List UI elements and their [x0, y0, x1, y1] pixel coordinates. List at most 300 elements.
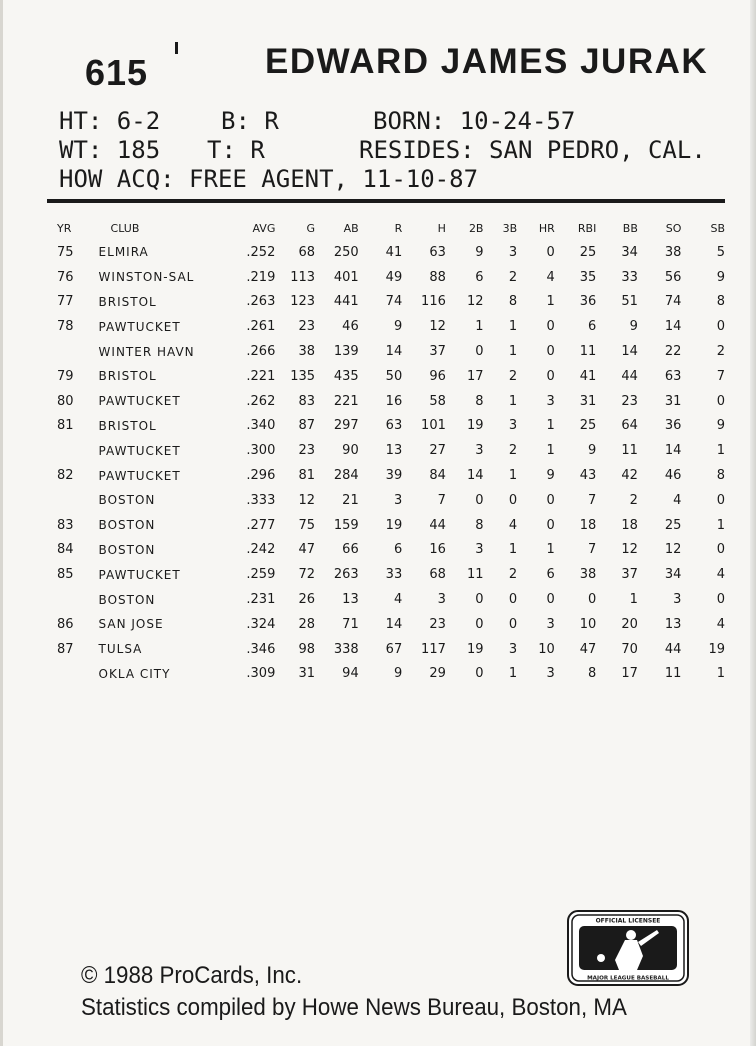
cell-hr: 3 [546, 666, 555, 682]
cell-3b: 1 [508, 344, 518, 360]
cell-3b: 3 [508, 418, 518, 434]
cell-ab: 297 [333, 418, 359, 434]
table-row [47, 364, 727, 389]
cell-hr: 0 [546, 517, 555, 533]
cell-2b: 3 [475, 443, 484, 459]
cell-g: 28 [298, 616, 316, 632]
cell-so: 12 [664, 542, 682, 558]
cell-yr: 83 [57, 517, 74, 533]
cell-3b: 3 [508, 244, 518, 260]
cell-bb: 20 [621, 616, 638, 632]
cell-hr: 0 [546, 319, 555, 335]
cell-ab: 21 [342, 492, 359, 508]
cell-r: 74 [385, 294, 403, 310]
cell-avg: .333 [246, 492, 276, 508]
cell-hr: 3 [546, 393, 555, 409]
cell-sb: 9 [716, 418, 725, 434]
cell-r: 6 [393, 542, 403, 558]
cell-rbi: 18 [579, 517, 597, 533]
cell-ab: 139 [333, 344, 359, 360]
cell-3b: 2 [508, 443, 518, 459]
cell-yr: 80 [57, 393, 74, 409]
cell-club: ELMIRA [98, 245, 149, 260]
cell-r: 9 [393, 666, 403, 682]
cell-bb: 37 [621, 567, 638, 583]
table-row [47, 339, 727, 364]
cell-bb: 17 [621, 666, 638, 682]
cell-yr: 76 [57, 269, 74, 285]
cell-so: 13 [664, 616, 682, 632]
cell-yr: 78 [57, 319, 74, 335]
cell-ab: 71 [342, 616, 359, 632]
table-row [47, 414, 727, 439]
cell-sb: 0 [716, 319, 725, 335]
cell-r: 14 [385, 616, 403, 632]
cell-bb: 44 [621, 368, 638, 384]
column-header-2b: 2B [468, 221, 484, 235]
cell-g: 98 [298, 641, 316, 657]
cell-club: BRISTOL [98, 418, 157, 433]
cell-avg: .263 [246, 294, 276, 310]
cell-club: PAWTUCKET [98, 394, 181, 409]
cell-h: 37 [429, 344, 446, 360]
table-row [47, 463, 727, 488]
cell-r: 41 [385, 244, 403, 260]
column-header-ab: AB [343, 221, 359, 235]
cell-hr: 3 [546, 616, 555, 632]
cell-rbi: 8 [588, 666, 597, 682]
cell-hr: 6 [546, 567, 555, 583]
cell-h: 29 [429, 666, 446, 682]
cell-club: PAWTUCKET [98, 443, 181, 458]
cell-g: 23 [298, 443, 316, 459]
cell-hr: 0 [546, 344, 555, 360]
cell-hr: 1 [546, 418, 555, 434]
column-header-bb: BB [622, 221, 638, 235]
cell-so: 31 [664, 393, 682, 409]
cell-2b: 0 [475, 344, 484, 360]
cell-bb: 11 [621, 443, 638, 459]
cell-rbi: 43 [579, 468, 597, 484]
cell-2b: 0 [475, 492, 484, 508]
cell-g: 75 [298, 517, 316, 533]
cell-ab: 94 [342, 666, 359, 682]
cell-r: 63 [385, 418, 403, 434]
cell-h: 12 [429, 319, 446, 335]
cell-ab: 284 [333, 468, 359, 484]
cell-so: 36 [664, 418, 682, 434]
cell-hr: 9 [546, 468, 555, 484]
cell-so: 14 [664, 319, 682, 335]
cell-club: PAWTUCKET [98, 567, 181, 582]
cell-so: 22 [664, 344, 682, 360]
cell-so: 11 [664, 666, 682, 682]
cell-yr: 77 [57, 294, 74, 310]
cell-sb: 0 [716, 592, 725, 608]
cell-2b: 6 [475, 269, 484, 285]
cell-yr: 75 [57, 244, 74, 260]
cell-3b: 3 [508, 641, 518, 657]
cell-yr [47, 339, 99, 364]
cell-club: OKLA CITY [98, 666, 171, 681]
cell-club: BOSTON [98, 542, 156, 557]
cell-hr: 0 [546, 492, 555, 508]
cell-avg: .266 [246, 344, 276, 360]
cell-g: 87 [298, 418, 316, 434]
column-header-hr: HR [538, 221, 555, 235]
cell-sb: 1 [716, 443, 725, 459]
footer [81, 960, 668, 1024]
bio-bats: B: R [221, 107, 279, 135]
cell-club: WINTER HAVN [98, 344, 195, 359]
cell-avg: .300 [246, 443, 276, 459]
cell-g: 23 [298, 319, 316, 335]
divider-rule [47, 199, 725, 203]
cell-g: 72 [298, 567, 316, 583]
cell-rbi: 6 [588, 319, 597, 335]
column-header-3b: 3B [502, 221, 518, 235]
cell-rbi: 35 [579, 269, 597, 285]
cell-rbi: 7 [588, 492, 597, 508]
cell-avg: .261 [246, 319, 276, 335]
cell-3b: 0 [508, 592, 518, 608]
cell-club: PAWTUCKET [98, 319, 181, 334]
copyright-text: © 1988 ProCards, Inc. [81, 962, 303, 989]
cell-avg: .252 [246, 244, 276, 260]
stats-credit-text: Statistics compiled by Howe News Bureau, Boston, MA [81, 994, 627, 1021]
bio-throws: T: R [207, 136, 265, 164]
cell-yr: 82 [57, 468, 74, 484]
cell-avg: .324 [246, 616, 276, 632]
cell-ab: 66 [342, 542, 359, 558]
cell-hr: 4 [546, 269, 555, 285]
cell-2b: 1 [475, 319, 484, 335]
cell-2b: 8 [475, 517, 484, 533]
cell-rbi: 25 [579, 244, 597, 260]
cell-2b: 19 [466, 641, 484, 657]
cell-yr: 87 [57, 641, 74, 657]
cell-g: 81 [298, 468, 316, 484]
cell-3b: 1 [508, 319, 518, 335]
cell-sb: 1 [716, 517, 725, 533]
cell-3b: 1 [508, 666, 518, 682]
table-row [47, 513, 727, 538]
cell-h: 44 [429, 517, 446, 533]
cell-ab: 221 [333, 393, 359, 409]
cell-3b: 0 [508, 616, 518, 632]
cell-yr: 81 [57, 418, 74, 434]
cell-so: 44 [664, 641, 682, 657]
cell-3b: 2 [508, 567, 518, 583]
cell-avg: .219 [246, 269, 276, 285]
cell-2b: 0 [475, 592, 484, 608]
table-row [47, 240, 727, 265]
cell-g: 38 [298, 344, 316, 360]
cell-yr: 85 [57, 567, 74, 583]
table-row [47, 662, 727, 687]
cell-hr: 0 [546, 244, 555, 260]
cell-ab: 401 [333, 269, 359, 285]
table-row [47, 314, 727, 339]
player-bio [59, 107, 739, 194]
cell-2b: 19 [466, 418, 484, 434]
cell-bb: 18 [621, 517, 638, 533]
column-header-r: R [394, 221, 403, 235]
cell-3b: 2 [508, 368, 518, 384]
cell-yr: 86 [57, 616, 74, 632]
cell-avg: .309 [246, 666, 276, 682]
cell-ab: 338 [333, 641, 359, 657]
cell-sb: 7 [716, 368, 725, 384]
cell-sb: 1 [716, 666, 725, 682]
cell-ab: 435 [333, 368, 359, 384]
player-name: EDWARD JAMES JURAK [265, 42, 709, 81]
cell-bb: 12 [621, 542, 638, 558]
cell-so: 63 [664, 368, 682, 384]
cell-r: 3 [393, 492, 403, 508]
cell-h: 116 [421, 294, 446, 310]
cell-h: 58 [429, 393, 446, 409]
cell-3b: 0 [508, 492, 518, 508]
cell-avg: .296 [246, 468, 276, 484]
cell-bb: 2 [629, 492, 638, 508]
cell-rbi: 41 [579, 368, 597, 384]
cell-club: WINSTON-SAL [98, 270, 195, 285]
stats-table [47, 216, 727, 686]
cell-rbi: 38 [579, 567, 597, 583]
cell-g: 135 [290, 368, 316, 384]
cell-bb: 1 [629, 592, 638, 608]
cell-avg: .221 [246, 368, 276, 384]
table-row [47, 562, 727, 587]
cell-r: 19 [385, 517, 403, 533]
cell-2b: 8 [475, 393, 484, 409]
cell-bb: 70 [621, 641, 638, 657]
column-header-so: SO [665, 221, 682, 235]
cell-club: BRISTOL [98, 369, 157, 384]
cell-hr: 1 [546, 542, 555, 558]
cell-yr [47, 488, 99, 513]
cell-avg: .346 [246, 641, 276, 657]
bio-row-1 [59, 107, 739, 136]
bio-row-2 [59, 136, 739, 165]
table-row [47, 389, 727, 414]
cell-rbi: 7 [588, 542, 597, 558]
cell-sb: 2 [716, 344, 725, 360]
column-header-yr: YR [57, 221, 72, 235]
table-row [47, 587, 727, 612]
cell-h: 16 [429, 542, 446, 558]
column-header-h: H [437, 221, 446, 235]
cell-bb: 9 [629, 319, 638, 335]
cell-bb: 23 [621, 393, 638, 409]
cell-so: 34 [664, 567, 682, 583]
cell-g: 47 [298, 542, 316, 558]
cell-g: 31 [298, 666, 316, 682]
logo-bottom-text: MAJOR LEAGUE BASEBALL [587, 975, 669, 982]
cell-sb: 4 [716, 616, 725, 632]
cell-r: 33 [385, 567, 403, 583]
column-header-sb: SB [710, 221, 725, 235]
cell-bb: 42 [621, 468, 638, 484]
cell-ab: 46 [342, 319, 359, 335]
cell-h: 84 [429, 468, 446, 484]
cell-sb: 5 [716, 244, 725, 260]
table-row [47, 438, 727, 463]
cell-club: SAN JOSE [98, 617, 164, 632]
cell-bb: 34 [621, 244, 638, 260]
cell-sb: 0 [716, 393, 725, 409]
cell-bb: 14 [621, 344, 638, 360]
stats-header-row [47, 216, 727, 240]
logo-top-text: OFFICIAL LICENSEE [595, 917, 661, 925]
cell-r: 39 [385, 468, 403, 484]
cell-r: 14 [385, 344, 403, 360]
cell-2b: 3 [475, 542, 484, 558]
cell-3b: 4 [508, 517, 518, 533]
table-row [47, 488, 727, 513]
cell-sb: 4 [716, 567, 725, 583]
cell-h: 63 [429, 244, 446, 260]
cell-ab: 13 [342, 592, 359, 608]
cell-club: BOSTON [98, 493, 156, 508]
cell-bb: 51 [621, 294, 638, 310]
cell-g: 12 [298, 492, 316, 508]
cell-r: 9 [393, 319, 403, 335]
cell-h: 27 [429, 443, 446, 459]
cell-rbi: 47 [579, 641, 597, 657]
cell-hr: 1 [546, 294, 555, 310]
cell-avg: .259 [246, 567, 276, 583]
cell-yr [47, 587, 99, 612]
cell-bb: 33 [621, 269, 638, 285]
cell-3b: 1 [508, 468, 518, 484]
bio-born: BORN: 10-24-57 [373, 107, 576, 135]
cell-yr: 84 [57, 542, 74, 558]
table-row [47, 538, 727, 563]
cell-g: 83 [298, 393, 316, 409]
cell-g: 26 [298, 592, 316, 608]
cell-yr [47, 662, 99, 687]
cell-h: 23 [429, 616, 446, 632]
cell-club: TULSA [98, 642, 143, 657]
cell-2b: 0 [475, 666, 484, 682]
cell-g: 68 [298, 244, 316, 260]
column-header-g: G [306, 221, 316, 235]
cell-sb: 19 [708, 641, 725, 657]
cell-g: 123 [290, 294, 316, 310]
cell-rbi: 0 [588, 592, 597, 608]
cell-rbi: 11 [579, 344, 597, 360]
cell-sb: 0 [716, 542, 725, 558]
cell-r: 49 [385, 269, 403, 285]
cell-avg: .231 [246, 592, 276, 608]
cell-hr: 1 [546, 443, 555, 459]
cell-g: 113 [290, 269, 316, 285]
bio-row-3 [59, 165, 739, 194]
cell-so: 74 [664, 294, 682, 310]
cell-hr: 10 [538, 641, 555, 657]
cell-sb: 8 [716, 294, 725, 310]
cell-avg: .277 [246, 517, 276, 533]
cell-avg: .262 [246, 393, 276, 409]
cell-3b: 1 [508, 542, 518, 558]
cell-r: 13 [385, 443, 403, 459]
table-row [47, 612, 727, 637]
cell-hr: 0 [546, 592, 555, 608]
cell-club: PAWTUCKET [98, 468, 181, 483]
bio-weight: WT: 185 [59, 136, 161, 164]
cell-h: 96 [429, 368, 446, 384]
tick-mark [175, 42, 178, 54]
cell-sb: 9 [716, 269, 725, 285]
table-row [47, 265, 727, 290]
cell-avg: .242 [246, 542, 276, 558]
cell-sb: 8 [716, 468, 725, 484]
cell-2b: 0 [475, 616, 484, 632]
column-header-rbi: RBI [577, 221, 597, 235]
cell-avg: .340 [246, 418, 276, 434]
cell-club: BRISTOL [98, 294, 157, 309]
stats-body [47, 240, 727, 686]
cell-ab: 250 [333, 244, 359, 260]
column-header-avg: AVG [252, 221, 276, 235]
cell-h: 7 [437, 492, 446, 508]
cell-rbi: 36 [579, 294, 597, 310]
cell-sb: 0 [716, 492, 725, 508]
cell-h: 68 [429, 567, 446, 583]
cell-r: 50 [385, 368, 403, 384]
cell-club: BOSTON [98, 518, 156, 533]
cell-rbi: 25 [579, 418, 597, 434]
cell-h: 88 [429, 269, 446, 285]
cell-rbi: 9 [588, 443, 597, 459]
bio-height: HT: 6-2 [59, 107, 161, 135]
cell-club: BOSTON [98, 592, 156, 607]
cell-h: 3 [437, 592, 446, 608]
card-number: 615 [85, 52, 149, 93]
bio-resides: RESIDES: SAN PEDRO, CAL. [359, 136, 706, 164]
cell-2b: 17 [466, 368, 484, 384]
cell-2b: 11 [466, 567, 484, 583]
cell-r: 4 [393, 592, 403, 608]
cell-2b: 9 [475, 244, 484, 260]
table-row [47, 637, 727, 662]
cell-yr: 79 [57, 368, 74, 384]
card-edge [750, 0, 756, 1046]
cell-ab: 441 [333, 294, 359, 310]
cell-3b: 8 [508, 294, 518, 310]
cell-ab: 90 [342, 443, 359, 459]
cell-3b: 2 [508, 269, 518, 285]
cell-ab: 159 [333, 517, 359, 533]
cell-2b: 12 [466, 294, 484, 310]
cell-so: 46 [664, 468, 682, 484]
bio-how-acquired: HOW ACQ: FREE AGENT, 11-10-87 [59, 165, 479, 193]
cell-ab: 263 [333, 567, 359, 583]
cell-so: 25 [664, 517, 682, 533]
cell-so: 3 [673, 592, 682, 608]
cell-r: 16 [385, 393, 403, 409]
cell-so: 38 [664, 244, 682, 260]
column-header-club: CLUB [110, 221, 140, 235]
cell-r: 67 [385, 641, 403, 657]
cell-rbi: 31 [579, 393, 597, 409]
cell-h: 101 [421, 418, 446, 434]
cell-yr [47, 438, 99, 463]
cell-rbi: 10 [579, 616, 597, 632]
cell-hr: 0 [546, 368, 555, 384]
